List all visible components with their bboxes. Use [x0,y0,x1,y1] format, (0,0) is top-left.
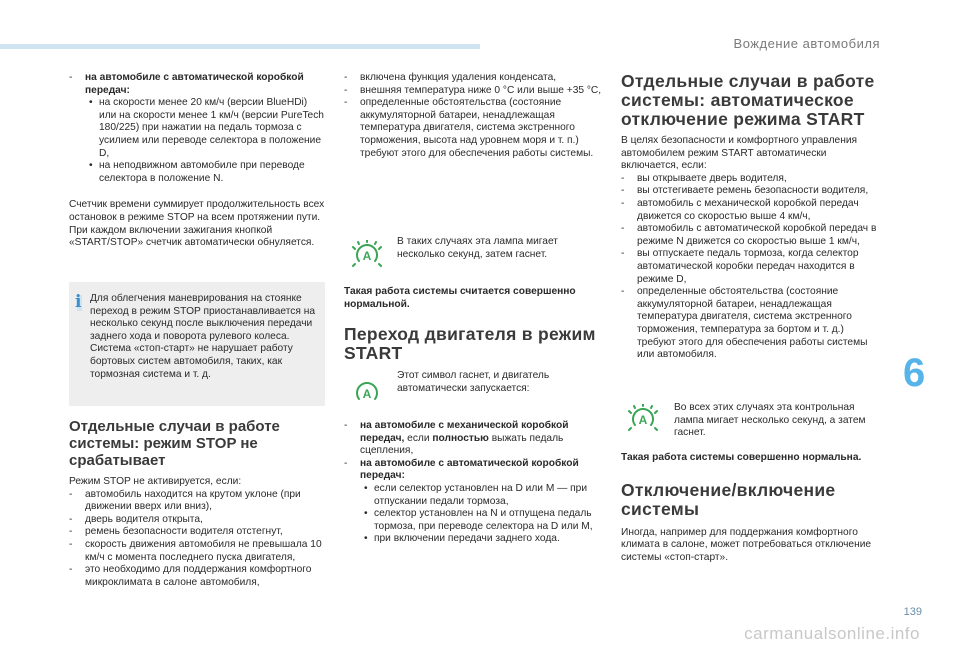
column-3-lower [621,452,881,564]
list-item: - вы открываете дверь водителя, [621,173,881,186]
section-header-title: Вождение автомобиля [733,36,880,51]
section-heading-start: Переход двигателя в режим START [344,324,596,364]
column-3 [621,72,881,362]
lamp-blink-text: Во всех этих случаях эта контрольная лампа мигает несколько секунд, а затем гаснет. [674,402,866,439]
list-item: - вы отстегиваете ремень безопасности водителя, [621,185,881,198]
column-2 [344,72,602,160]
list-item: - на автомобиле с механической коробкой передач, если полностью выжать педаль сцепления, [344,420,602,458]
paragraph: Режим STOP не активируется, если: [69,476,242,487]
section-heading-toggle: Отключение/включение системы [621,479,836,519]
paragraph: В целях безопасности и комфортного управления автомобилем режим START автоматически включается, если: [621,135,858,172]
timer-paragraph: Счетчик времени суммирует продолжительность всех остановок в режиме STOP на всем протяжении пути. При каждом включении зажигания кнопкой «START/STOP» счетчик автоматически обнуляется. [69,199,325,249]
bullet-list [360,483,602,546]
bullet-list [85,97,325,185]
list-item: - на автомобиле с автоматической коробкой передач: • если селектор установлен на D или M — при отпускании педали тормоза, • селектор установлен на N и отпущена педаль тормоза, при переводе селектора на D или M, • при включении передачи заднего хода. [344,458,602,546]
list-item: - автомобиль с автоматической коробкой передач в режиме N движется со скоростью выше 1 км/ч, [621,223,881,248]
normal-note: Такая работа системы совершенно нормальна. [621,452,862,463]
header-bar [0,44,480,49]
column-1 [69,72,325,250]
page-number: 139 [903,606,922,618]
stop-conditions-list [69,489,325,590]
column-2-mid [344,286,602,363]
svg-text:A: A [362,387,372,401]
list-item: - автомобиль находится на крутом уклоне (при движении вверх или вниз), [69,489,325,514]
section-heading-stop-special: Отдельные случаи в работе системы: режим STOP не срабатывает [69,418,280,469]
list-item: - определенные обстоятельства (состояние аккумуляторной батареи, ненадлежащая температура двигателя, система экстренного торможения, высота над уровнем моря и т. п.) требуют этого для обеспечения работы системы. [344,97,602,160]
svg-text:A: A [638,413,648,427]
column-1-lower [69,418,325,589]
info-icon: i [75,292,82,312]
watermark: carmanualsonline.info [744,624,920,643]
start-conditions-list [344,420,602,546]
lamp-blink-text: В таких случаях эта лампа мигает несколько секунд, затем гаснет. [397,236,558,260]
list-item: - ремень безопасности водителя отстегнут, [69,526,325,539]
list-item: - внешняя температура ниже 0 °C или выше +35 °C, [344,85,602,98]
info-box [69,282,325,406]
list-item: - определенные обстоятельства (состояние аккумуляторной батареи, ненадлежащая температура двигателя, система экстренного торможения, температура за бортом и т. д.) требуют этого для обеспечения работы системы или автомобиля. [621,286,881,362]
list-item: - скорость движения автомобиля не превышала 10 км/ч с момента последнего пуска двигателя, [69,539,325,564]
list-item: - вы отпускаете педаль тормоза, когда селектор автоматической коробки передач находится в режиме D, [621,248,881,286]
chapter-number: 6 [903,351,926,395]
stop-conditions-list-cont [344,72,602,160]
svg-text:A: A [362,249,372,263]
section-heading-start-special: Отдельные случаи в работе системы: автоматическое отключение режима START [621,71,875,129]
list-item: • при включении передачи заднего хода. [360,533,602,546]
stop-start-lamp-icon [352,240,382,270]
stop-start-lamp-icon [352,378,382,408]
auto-gearbox-list [69,72,325,185]
column-2-lower [344,420,602,546]
list-item: • на неподвижном автомобиле при переводе селектора в положение N. [85,160,325,185]
paragraph: Иногда, например для поддержания комфортного климата в салоне, может потребоваться отключение системы «стоп-старт». [621,526,872,563]
list-item: • селектор установлен на N и отпущена педаль тормоза, при переводе селектора на D или M, [360,508,602,533]
auto-start-list [621,173,881,362]
list-item: - дверь водителя открыта, [69,514,325,527]
list-item: - включена функция удаления конденсата, [344,72,602,85]
stop-start-lamp-icon [628,404,658,434]
list-item: • если селектор установлен на D или M — при отпускании педали тормоза, [360,483,602,508]
info-text: Для облегчения маневрирования на стоянке переход в режим STOP приостанавливается на несколько секунд после выключения передачи заднего хода и поворота рулевого колеса. Система «стоп-старт» не нарушает работу бортовых систем автомобиля, таких, как тормозная система и т. д. [90,293,316,380]
list-item: - автомобиль с механической коробкой передач движется со скоростью выше 4 км/ч, [621,198,881,223]
lamp-off-text: Этот символ гаснет, и двигатель автоматически запускается: [397,370,550,394]
normal-note: Такая работа системы считается совершенно нормальной. [344,286,576,310]
list-item: • на скорости менее 20 км/ч (версии BlueHDi) или на скорости менее 1 км/ч (версии PureTech 180/225) при нажатии на педаль тормоза с усилием или переводе селектора в положение D, [85,97,325,160]
list-item: - на автомобиле с автоматической коробкой передач: • на скорости менее 20 км/ч (версии BlueHDi) или на скорости менее 1 км/ч (версии PureTech 180/225) при нажатии на педаль тормоза с усилием или переводе селектора в положение D, • на неподвижном автомобиле при переводе селектора в положение N. [69,72,325,185]
list-item: - это необходимо для поддержания комфортного микроклимата в салоне автомобиля, [69,564,325,589]
